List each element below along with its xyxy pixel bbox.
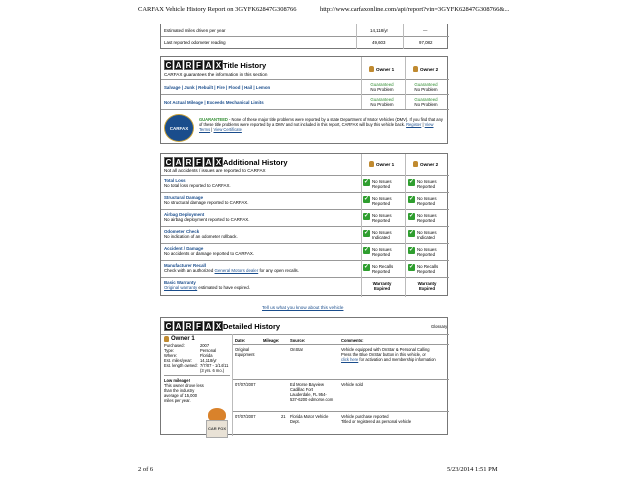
check-icon: ✓	[363, 196, 370, 202]
row-owner2-status: ✓ No Issues Reported	[408, 196, 437, 207]
guarantee-text: GUARANTEED - None of these major title problems were reported by a state Department of Motor Vehicles (DMV). If you find that any of these title problems were reported by a DMV and not included in this report, CARFAX will buy this vehicle back. Register | View Terms | View Certificate	[199, 117, 443, 132]
print-header-url: http://www.carfaxonline.com/api/report?vin=3GYFK62847G308766&...	[320, 6, 510, 13]
title-owner2-header: Owner 2	[413, 66, 438, 72]
owner-details: Purchased: 2007 Type: Personal Where: Florida Est. miles/year: 14,118/yr Est. length owned: 7/7/07 - 1/14/11 (3 yrs. 6 mo.)	[164, 343, 229, 373]
owner-icon	[413, 161, 418, 167]
carfax-guarantee-seal-icon: CARFAX	[164, 114, 194, 142]
row-owner1-status: ✓ No Issues Reported	[363, 247, 392, 258]
title-history-subtitle: CARFAX guarantees the information in this section	[164, 72, 268, 77]
detailed-history-box	[160, 317, 448, 435]
mileage-label: Estimated miles driven per year	[164, 28, 226, 33]
record-source: Florida Motor Vehicle Dept.	[290, 414, 329, 424]
row-owner1-status: ✓ No Issues Reported	[363, 179, 392, 190]
odometer-owner2-value: 97,082	[419, 40, 433, 45]
owner-icon	[164, 336, 169, 342]
title-history-heading: Title History	[223, 61, 267, 70]
check-icon: ✓	[408, 196, 415, 202]
check-icon: ✓	[408, 213, 415, 219]
record-date: Original Equipment	[235, 347, 255, 357]
carfax-logo: C A R F A X	[165, 322, 222, 331]
tell-us-link[interactable]: Tell us what you know about this vehicle	[262, 305, 344, 310]
glossary-link[interactable]: Glossary	[431, 324, 448, 329]
row-owner2-status: ✓ No Issues Reported	[408, 179, 437, 190]
print-header-title: CARFAX Vehicle History Report on 3GYFK62847G308766	[138, 6, 297, 13]
print-footer-datetime: 5/23/2014 1:51 PM	[447, 466, 498, 473]
additional-history-subtitle: Not all accidents / issues are reported to CARFAX	[164, 168, 266, 173]
owner-icon	[413, 66, 418, 72]
record-comments: Vehicle equipped with OnStar & Personal Calling Press the Blue OnStar button in this vehicle, or click here for activation and membership information	[341, 347, 436, 362]
col-date: Date:	[235, 338, 246, 343]
check-icon: ✓	[408, 230, 415, 236]
additional-owner1-header: Owner 1	[369, 161, 394, 167]
warranty-owner2: Warranty Expired	[417, 281, 437, 292]
carfax-logo: C A R F A X	[165, 61, 222, 70]
record-mileage: 21	[281, 414, 286, 419]
additional-history-heading: Additional History	[223, 158, 288, 167]
record-source: OnStar	[290, 347, 303, 352]
check-icon: ✓	[408, 247, 415, 253]
row-owner1-status: ✓ No Issues Reported	[363, 196, 392, 207]
list-item: Accident / Damage No accidents or damage reported to CARFAX.	[164, 246, 255, 257]
additional-owner2-header: Owner 2	[413, 161, 438, 167]
check-icon: ✓	[408, 264, 415, 270]
row-owner2-status: ✓ No Issues Reported	[408, 213, 437, 224]
owner-panel	[164, 336, 230, 431]
title-row1-owner2: Guaranteed No Problem	[414, 82, 438, 93]
title-row2-owner1: Guaranteed No Problem	[370, 97, 394, 108]
title-row2-owner2: Guaranteed No Problem	[414, 97, 438, 108]
list-item: Odometer Check No indication of an odometer rollback.	[164, 229, 238, 240]
list-item: Basic Warranty Original warranty estimated to have expired.	[164, 280, 250, 291]
list-item: Structural Damage No structural damage reported to CARFAX.	[164, 195, 249, 206]
mileage-owner1-value: 14,118/yr	[370, 28, 388, 33]
owner-icon	[369, 66, 374, 72]
additional-history-box	[160, 153, 448, 296]
col-comments: Comments:	[341, 338, 364, 343]
view-certificate-link[interactable]: View Certificate	[213, 127, 242, 132]
original-warranty-link[interactable]: Original warranty	[164, 285, 198, 291]
list-item: Manufacturer Recall Check with an authorized General Motors dealer for any open recalls.	[164, 263, 299, 274]
check-icon: ✓	[363, 264, 370, 270]
check-icon: ✓	[363, 179, 370, 185]
check-icon: ✓	[363, 213, 370, 219]
mileage-owner2-value: —	[423, 28, 428, 33]
mileage-box	[160, 24, 448, 49]
warranty-owner1: Warranty Expired	[372, 281, 392, 292]
print-footer-page: 2 of 6	[138, 466, 154, 473]
record-comments: Vehicle purchase reported Titled or registered as personal vehicle	[341, 414, 412, 424]
col-source: Source:	[290, 338, 306, 343]
odometer-label: Last reported odometer reading	[164, 40, 226, 45]
row-owner2-status: ✓ No Issues Reported	[408, 247, 437, 258]
check-icon: ✓	[363, 247, 370, 253]
low-mileage-note: Low mileage! This owner drove less than the industry average of 15,000 miles per year.	[164, 377, 204, 403]
onstar-activation-link[interactable]: click here	[341, 357, 359, 362]
owner-label: Owner 1	[164, 336, 230, 342]
title-mileage-label: Not Actual Mileage | Exceeds Mechanical Limits	[164, 100, 264, 105]
gm-dealer-link[interactable]: General Motors dealer	[214, 268, 259, 274]
title-row1-owner1: Guaranteed No Problem	[370, 82, 394, 93]
check-icon: ✓	[363, 230, 370, 236]
owner-icon	[369, 161, 374, 167]
carfox-mascot-icon: CAR FOX	[204, 408, 230, 440]
row-owner1-status: ✓ No Issues Reported	[363, 213, 392, 224]
title-owner1-header: Owner 1	[369, 66, 394, 72]
list-item: Airbag Deployment No airbag deployment reported to CARFAX.	[164, 212, 250, 223]
view-terms-link[interactable]: View Terms	[199, 122, 434, 132]
record-date: 07/07/2007	[235, 382, 256, 387]
detailed-history-heading: Detailed History	[223, 322, 281, 331]
row-owner2-status: ✓ No Issues Indicated	[408, 230, 437, 241]
odometer-owner1-value: 49,603	[372, 40, 386, 45]
title-salvage-label: Salvage | Junk | Rebuilt | Fire | Flood | Hail | Lemon	[164, 85, 271, 90]
col-mileage: Mileage:	[263, 338, 280, 343]
title-history-box	[160, 56, 448, 144]
check-icon: ✓	[408, 179, 415, 185]
register-link[interactable]: Register	[406, 122, 422, 127]
row-owner1-status: ✓ No Recalls Reported	[363, 264, 394, 275]
row-owner2-status: ✓ No Recalls Reported	[408, 264, 439, 275]
record-comments: Vehicle sold	[341, 382, 363, 387]
list-item: Total Loss No total loss reported to CARFAX.	[164, 178, 231, 189]
carfax-logo: C A R F A X	[165, 158, 222, 167]
record-source: Ed Morse Bayview Cadillac Fort Lauderdale, FL 954-537-6200 edmorse.com	[290, 382, 334, 402]
record-date: 07/07/2007	[235, 414, 256, 419]
row-owner1-status: ✓ No Issues Indicated	[363, 230, 392, 241]
